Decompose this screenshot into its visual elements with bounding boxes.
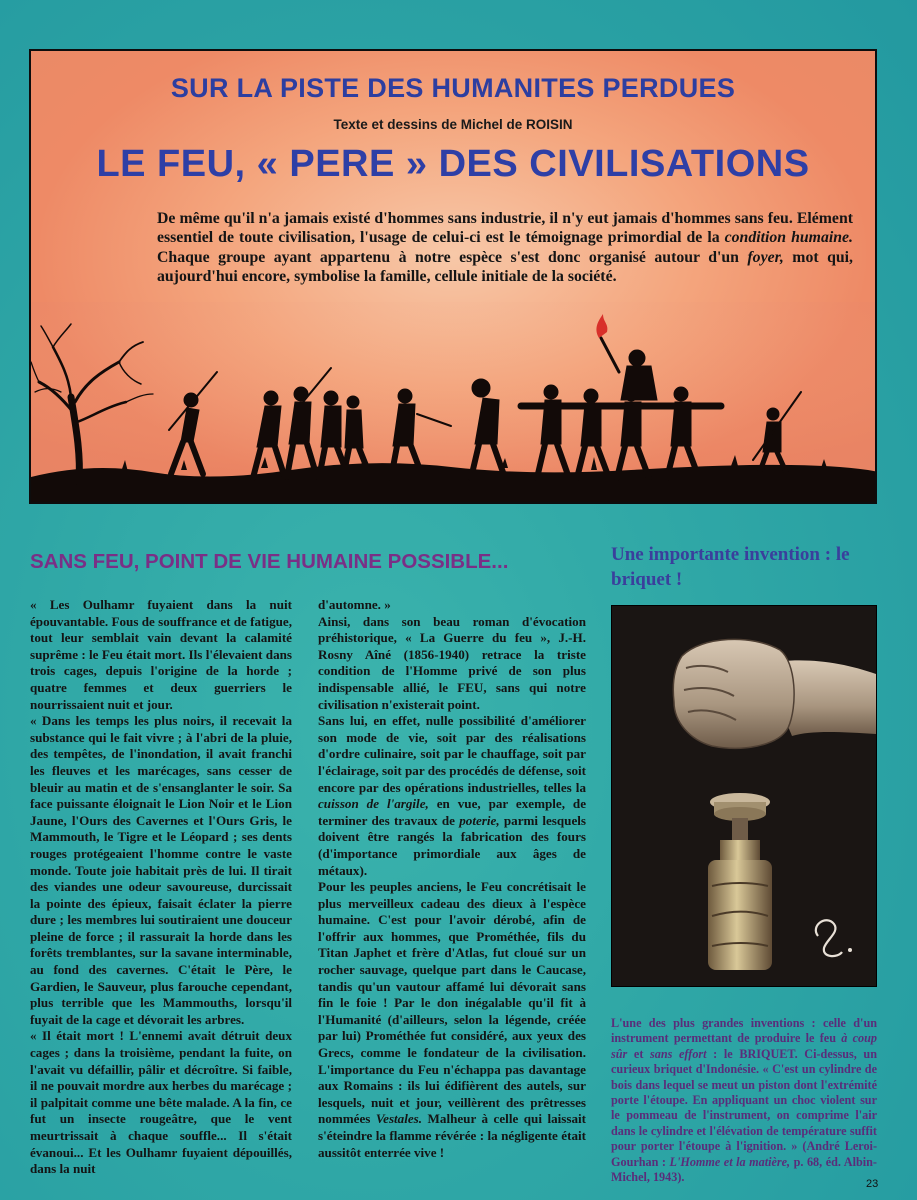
paragraph: d'automne. »	[318, 597, 391, 612]
illustration-caption: L'une des plus grandes inventions : celle d'un instrument permettant de produire le feu à coup sûr et sans effort : le BRIQUET. Ci-dessus, un curieux briquet d'Indonésie. « C'est un cylindre de bois dans lequel se meut un piston dont l'extrémité porte l'étoupe. En appliquant un choc violent sur le pommeau de l'instrument, on comprime l'air dans le cylindre et l'élévation de température suffit pour porter l'étoupe à l'ignition. » (André Leroi-Gourhan : L'Homme et la matière, p. 68, éd. Albin-Michel, 1943).	[611, 1016, 877, 1185]
header-panel	[29, 49, 877, 504]
text-column-1	[30, 597, 292, 1178]
sidebar-heading: Une importante invention : le briquet !	[611, 544, 850, 590]
section-heading: SANS FEU, POINT DE VIE HUMAINE POSSIBLE...	[30, 550, 509, 573]
paragraph: Pour les peuples anciens, le Feu concrétisait le plus merveilleux cadeau des dieux à l'espèce humaine. C'est pour l'avoir dérobé, afin de l'offrir aux hommes, que Prométhée, fils du Titan Japhet et frère d'Atlas, fut cloué sur un rocher sauvage, quelque part dans le Caucase, tandis qu'un vautour affamé lui dévorait sans fin le foie ! Par le don inégalable qu'il fit à l'Humanité (d'ailleurs, selon la légende, créée par lui) Prométhée fut considéré, aux yeux des Grecs, comme le fondateur de la civilisation. L'importance du Feu n'échappa pas davantage aux Romains : ils lui édifièrent des autels, sur lesquels, nuit et jour, veillèrent des prêtresses nommées Vestales. Malheur à celle qui laissait s'éteindre la flamme révérée : la négligente était aussitôt enterrée vive !	[318, 879, 586, 1160]
paragraph: « Les Oulhamr fuyaient dans la nuit épouvantable. Fous de souffrance et de fatigue, tout leur semblait vain devant la calamité suprême : le Feu était mort. Ils l'élevaient dans trois cages, depuis l'origine de la horde ; quatre femmes et deux guerriers le nourrissaient nuit et jour.	[30, 597, 292, 712]
fire-piston-illustration	[611, 605, 877, 987]
paragraph: « Dans les temps les plus noirs, il recevait la substance qui le fait vivre ; à l'abri de la pluie, des tempêtes, de l'inondation, il avait franchi les fleuves et les marécages, sans cesser de bleuir au matin et de s'ensanglanter le soir. Sa face puissante éloignait le Lion Noir et le Lion Jaune, l'Ours des Cavernes et l'Ours Gris, le Mammouth, le Tigre et le Léopard ; ses dents rouges protégeaient l'homme contre le vaste monde. Toute joie habitait près de lui. Il tirait des viandes une odeur savoureuse, durcissait la pointe des épieux, faisait éclater la pierre dure ; les membres lui soutiraient une douceur pleine de force ; il rassurait la horde dans les forêts tremblantes, sur la savane interminable, au fond des cavernes. C'était le Père, le Gardien, le Sauveur, plus farouche cependant, plus terrible que les Mammouths, lorsqu'il fuyait de la cage et dévorait les arbres.	[30, 713, 292, 1027]
paragraph: Ainsi, dans son beau roman d'évocation préhistorique, « La Guerre du feu », J.-H. Rosny Aîné (1856-1940) retrace la triste condition de l'Homme privé de son plus indispensable allié, le FEU, sans qui notre civilisation n'existerait point.	[318, 613, 586, 712]
text-column-2	[318, 597, 586, 1161]
series-title: SUR LA PISTE DES HUMANITES PERDUES	[170, 73, 736, 103]
silhouette-procession-illustration	[31, 302, 877, 502]
paragraph: Sans lui, en effet, nulle possibilité d'améliorer son mode de vie, soit par des réalisations d'ordre culinaire, soit par le chauffage, soit par l'éclairage, soit par des procédés de défense, soit encore par des opérations industrielles, telles la cuisson de l'argile, en vue, par exemple, de terminer des travaux de poterie, parmi lesquels doivent être rangés la fabrication des fours (d'importance primordiale aux âges de métaux).	[318, 713, 587, 878]
paragraph: « Il était mort ! L'ennemi avait détruit deux cages ; dans la troisième, pendant la fuite, on l'avait vu défaillir, pâlir et décroître. Si faible, il ne pouvait mordre aux herbes du marécage ; il palpitait comme une bête malade. A la fin, ce fut un insecte rougeâtre, que le vent meurtrissait à chaque souffle... Il s'était évanoui... Et les Oulhamr fuyaient dépouillés, dans la nuit	[30, 1028, 292, 1177]
page-number: 23	[866, 1178, 879, 1190]
author-credit: Texte et dessins de Michel de ROISIN	[333, 117, 573, 132]
intro-paragraph: De même qu'il n'a jamais existé d'hommes sans industrie, il n'y eut jamais d'hommes sans feu. Elément essentiel de toute civilisation, l'usage de celui-ci est le témoignage primordial de la condition humaine. Chaque groupe ayant appartenu à notre espèce s'est donc organisé autour d'un foyer, mot qui, aujourd'hui encore, symbolise la famille, cellule initiale de la société.	[157, 210, 853, 286]
article-title: LE FEU, « PERE » DES CIVILISATIONS	[96, 143, 810, 185]
